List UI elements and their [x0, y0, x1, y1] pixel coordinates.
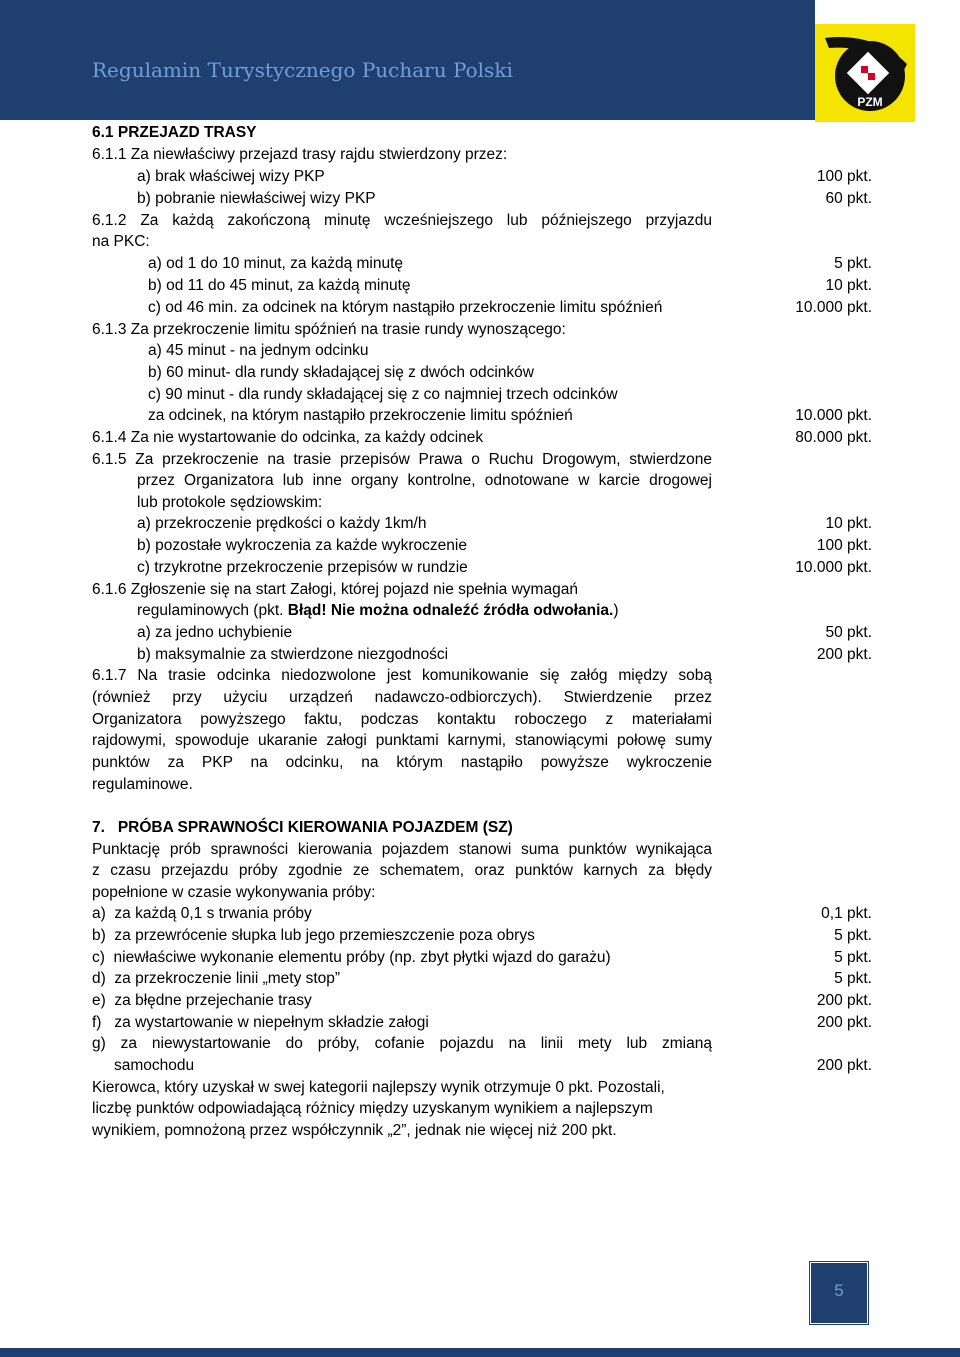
s7-item-e-points: 200 pkt. — [816, 992, 872, 1009]
s7-item-f-points: 200 pkt. — [816, 1014, 872, 1031]
s7-item-c-points: 5 pkt. — [834, 949, 872, 966]
s7-item-f: f) za wystartowanie w niepełnym składzie załogi — [92, 1014, 429, 1031]
p617-line6: regulaminowe. — [92, 776, 193, 793]
p616-line1: 6.1.6 Zgłoszenie się na start Załogi, której pojazd nie spełnia wymagań — [92, 581, 578, 598]
s7-item-a-points: 0,1 pkt. — [821, 905, 872, 922]
s7-outro2: liczbę punktów odpowiadającą różnicy między uzyskanym wynikiem a najlepszym — [92, 1100, 653, 1117]
p616-a: a) za jedno uchybienie — [137, 624, 293, 641]
p616-a-points: 50 pkt. — [825, 624, 872, 641]
s7-outro3: wynikiem, pomnożoną przez współczynnik „2”, jednak nie więcej niż 200 pkt. — [92, 1122, 617, 1139]
p611-a-points: 100 pkt. — [816, 168, 872, 185]
p611-a: a) brak właściwej wizy PKP — [137, 168, 325, 185]
header-title: Regulamin Turystycznego Pucharu Polski — [92, 58, 513, 82]
p612-c: c) od 46 min. za odcinek na którym nastąpiło przekroczenie limitu spóźnień — [148, 299, 663, 316]
p617-line1: 6.1.7 Na trasie odcinka niedozwolone jest komunikowanie się załóg między sobą — [92, 667, 712, 684]
p614-points: 80.000 pkt. — [795, 429, 872, 446]
p615-c: c) trzykrotne przekroczenie przepisów w rundzie — [137, 559, 468, 576]
p616-line2 — [137, 601, 618, 621]
p612-a-points: 5 pkt. — [834, 255, 872, 272]
page-number-box — [810, 1262, 868, 1324]
s7-item-g-line2: samochodu — [114, 1057, 195, 1074]
p615-c-points: 10.000 pkt. — [795, 559, 872, 576]
p615-a-points: 10 pkt. — [825, 515, 872, 532]
s7-item-e: e) za błędne przejechanie trasy — [92, 992, 312, 1009]
p617-line3: Organizatora powyższego faktu, podczas kontaktu roboczego z materiałami — [92, 711, 712, 728]
page-number: 5 — [834, 1281, 844, 1300]
p613-c: c) 90 minut - dla rundy składającej się z co najmniej trzech odcinków — [148, 386, 618, 403]
p615-line1: 6.1.5 Za przekroczenie na trasie przepisów Prawa o Ruchu Drogowym, stwierdzone — [92, 451, 712, 468]
s7-item-g-line1: g) za niewystartowanie do próby, cofanie pojazdu na linii mety lub zmianą — [92, 1035, 712, 1052]
p612-b: b) od 11 do 45 minut, za każdą minutę — [148, 277, 411, 294]
s7-intro2: z czasu przejazdu próby zgodnie ze schematem, oraz punktów karnych za błędy — [92, 862, 712, 879]
s7-item-d: d) za przekroczenie linii „mety stop” — [92, 970, 341, 987]
p616-b-points: 200 pkt. — [816, 646, 872, 663]
p616-line2-post: ) — [613, 602, 619, 619]
s7-item-d-points: 5 pkt. — [834, 970, 872, 987]
p612-c-points: 10.000 pkt. — [795, 299, 872, 316]
footer-band — [0, 1348, 960, 1357]
p613-b: b) 60 minut- dla rundy składającej się z dwóch odcinków — [148, 364, 534, 381]
section7-heading: 7. PRÓBA SPRAWNOŚCI KIEROWANIA POJAZDEM (SZ) — [92, 819, 513, 836]
logo-text: PZM — [857, 95, 883, 109]
header-band — [0, 0, 815, 120]
p615-b-points: 100 pkt. — [816, 537, 872, 554]
p613-d: za odcinek, na którym nastąpiło przekroczenie limitu spóźnień — [148, 407, 573, 424]
p615-line3: lub protokole sędziowskim: — [137, 494, 323, 511]
p616-line2-pre: regulaminowych (pkt. — [137, 602, 288, 619]
p612-a: a) od 1 do 10 minut, za każdą minutę — [148, 255, 404, 272]
p613-a: a) 45 minut - na jednym odcinku — [148, 342, 369, 359]
reference-error: Błąd! Nie można odnaleźć źródła odwołania. — [287, 602, 614, 619]
s7-intro1: Punktację prób sprawności kierowania pojazdem stanowi suma punktów wynikająca — [92, 841, 712, 858]
s7-intro3: popełnione w czasie wykonywania próby: — [92, 884, 376, 901]
p615-line2: przez Organizatora lub inne organy kontrolne, odnotowane w karcie drogowej — [137, 472, 712, 489]
pzm-logo — [815, 24, 915, 122]
p612-line2: na PKC: — [92, 233, 150, 250]
s7-item-b-points: 5 pkt. — [834, 927, 872, 944]
p612-line1: 6.1.2 Za każdą zakończoną minutę wcześniejszego lub późniejszego przyjazdu — [92, 212, 712, 229]
s7-item-c: c) niewłaściwe wykonanie elementu próby (np. zbyt płytki wjazd do garażu) — [92, 949, 611, 966]
p611-b-points: 60 pkt. — [825, 190, 872, 207]
p613-title: 6.1.3 Za przekroczenie limitu spóźnień na trasie rundy wynoszącego: — [92, 321, 566, 338]
p617-line5: punktów za PKP na odcinku, na którym nastąpiło powyższe wykroczenie — [92, 754, 712, 771]
p616-b: b) maksymalnie za stwierdzone niezgodności — [137, 646, 449, 663]
p615-b: b) pozostałe wykroczenia za każde wykroczenie — [137, 537, 467, 554]
p617-line2: (również przy użyciu urządzeń nadawczo-odbiorczych). Stwierdzenie przez — [92, 689, 712, 706]
p614-text: 6.1.4 Za nie wystartowanie do odcinka, za każdy odcinek — [92, 429, 484, 446]
s7-item-a: a) za każdą 0,1 s trwania próby — [92, 905, 312, 922]
s7-item-g-points: 200 pkt. — [816, 1057, 872, 1074]
p611-title: 6.1.1 Za niewłaściwy przejazd trasy rajdu stwierdzony przez: — [92, 146, 508, 163]
s7-outro1: Kierowca, który uzyskał w swej kategorii najlepszy wynik otrzymuje 0 pkt. Pozostali, — [92, 1079, 665, 1096]
p612-b-points: 10 pkt. — [825, 277, 872, 294]
s7-item-b: b) za przewrócenie słupka lub jego przemieszczenie poza obrys — [92, 927, 535, 944]
p613-d-points: 10.000 pkt. — [795, 407, 872, 424]
p611-b: b) pobranie niewłaściwej wizy PKP — [137, 190, 376, 207]
p617-line4: rajdowymi, spowoduje ukaranie załogi punktami karnymi, stanowiącymi połowę sumy — [92, 732, 712, 749]
section-heading: 6.1 PRZEJAZD TRASY — [92, 124, 257, 141]
p615-a: a) przekroczenie prędkości o każdy 1km/h — [137, 515, 427, 532]
